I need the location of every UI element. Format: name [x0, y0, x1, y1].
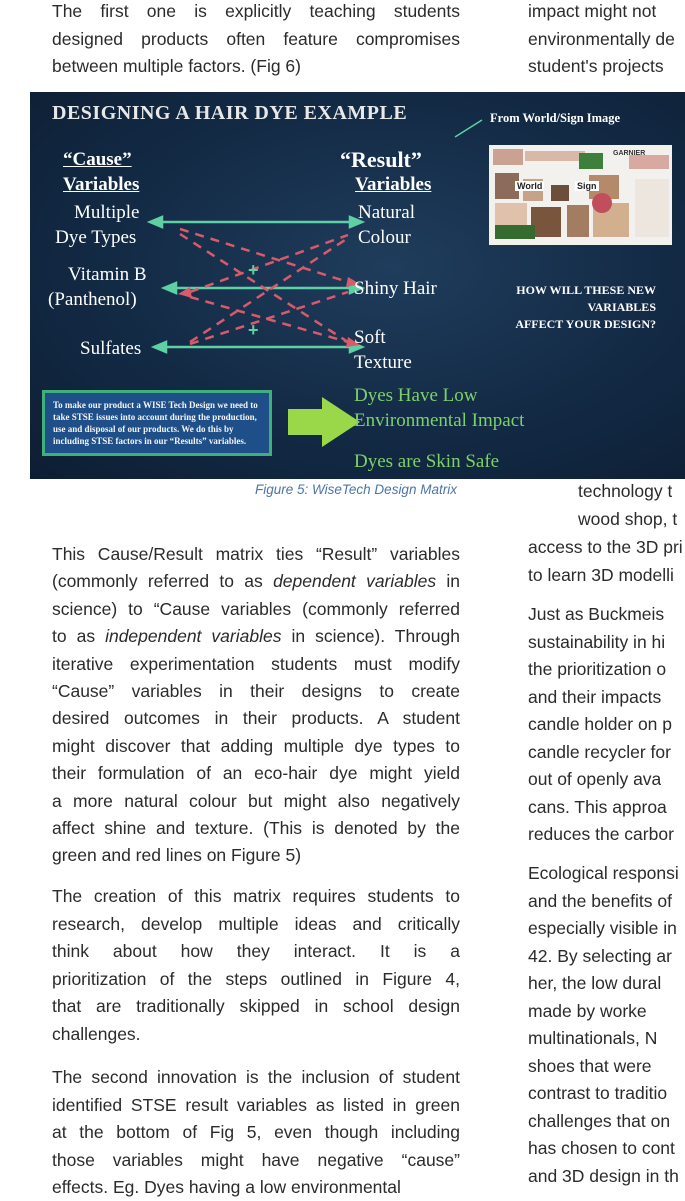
design-question: HOW WILL THESE NEW VARIABLES AFFECT YOUR DESIGN? — [515, 283, 656, 331]
text-line: that are traditionally skipped in school design — [52, 996, 460, 1016]
text-line: shoes that were — [528, 1055, 652, 1076]
text-line: between multiple factors. (Fig 6) — [52, 56, 301, 76]
cause-item-sulfates: Sulfates — [80, 338, 142, 359]
text-line: “Cause” variables in their designs to create — [52, 681, 460, 701]
green-arrowhead-2b — [164, 283, 176, 293]
figure-caption: Figure 5: WiseTech Design Matrix — [255, 482, 457, 497]
source-pointer-line — [455, 120, 482, 137]
design-matrix-figure — [30, 92, 685, 479]
text-line: desired outcomes in their products. A student — [52, 708, 460, 729]
green-arrowhead-3b — [154, 342, 166, 352]
result-item-natural-colour: Natural Colour — [358, 202, 415, 248]
text-line: (commonly referred to as dependent variables in — [52, 571, 460, 592]
text-line: wood shop, t — [578, 508, 678, 529]
text-line: to as independent variables in science). Through — [52, 626, 460, 647]
collage-graphic — [489, 145, 672, 245]
result-item-soft-texture: Soft Texture — [354, 327, 412, 373]
red-dash-4 — [190, 297, 348, 342]
text-line: The creation of this matrix requires students to — [52, 886, 460, 906]
text-line: and their impacts — [528, 686, 662, 707]
text-line: multinationals, N — [528, 1028, 658, 1048]
product-image-collage — [489, 145, 672, 245]
text-line: has chosen to cont — [528, 1138, 675, 1158]
cause-item-dye-types: Multiple Dye Types — [55, 202, 140, 248]
text-line: especially visible in — [528, 918, 677, 938]
text-line: their formulation of an eco-hair dye might yield — [52, 763, 460, 784]
text-line: prioritization of the steps outlined in Figure 4, — [52, 968, 460, 989]
text-line: candle holder on p — [528, 714, 672, 734]
text-line: Just as Buckmeis — [528, 604, 665, 624]
result-item-shiny-hair: Shiny Hair — [354, 278, 437, 299]
text-line: a more natural colour but might also negatively — [52, 790, 460, 811]
text-line: out of openly ava — [528, 769, 662, 789]
red-dash-5 — [190, 238, 348, 342]
text-line: access to the 3D pri — [528, 537, 683, 557]
text-line: candle recycler for — [528, 741, 671, 762]
text-line: challenges that on — [528, 1110, 671, 1131]
red-dash-6 — [190, 292, 348, 344]
text-line: affect shine and texture. (This is denoted by the — [52, 818, 460, 838]
text-line: and the benefits of — [528, 890, 672, 911]
stse-result-skin-safe: Dyes are Skin Safe — [354, 451, 500, 472]
figure-title: DESIGNING A HAIR DYE EXAMPLE — [52, 102, 408, 124]
text-line: Ecological responsi — [528, 863, 679, 883]
block-arrow — [288, 397, 360, 447]
plus-sign-1: + — [248, 260, 259, 280]
text-line: iterative experimentation students must modify — [52, 653, 460, 674]
text-line: made by worke — [528, 1000, 647, 1021]
stse-result-environment: Dyes Have Low Environmental Impact — [354, 385, 525, 431]
text-line: The second innovation is the inclusion of student — [52, 1067, 460, 1087]
red-dash-3 — [190, 235, 348, 292]
text-line: those variables might have negative “cause” — [52, 1149, 460, 1170]
text-line: 42. By selecting ar — [528, 945, 672, 966]
text-line: contrast to traditio — [528, 1083, 668, 1103]
collage-label-world: World — [517, 181, 543, 191]
text-line: sustainability in hi — [528, 631, 666, 652]
text-line: at the bottom of Fig 5, even though including — [52, 1122, 460, 1142]
collage-label-garnier: GARNIER — [613, 150, 646, 157]
red-dash-1 — [180, 229, 348, 282]
text-line: identified STSE result variables as listed in green — [52, 1094, 460, 1115]
text-line: The first one is explicitly teaching students — [52, 1, 460, 21]
text-line: to learn 3D modelli — [528, 564, 674, 585]
text-line: designed products often feature compromises — [52, 28, 460, 49]
text-line: think about how they interact. It is a — [52, 941, 460, 961]
cause-header: “Cause” Variables — [63, 149, 140, 195]
wise-tech-note: To make our product a WISE Tech Design we need to take STSE issues into account during the production, use and disposal of our products. We do this by including STSE factors in our “Results” variables. — [42, 390, 272, 456]
collage-label-sign: Sign — [577, 181, 597, 191]
text-line: the prioritization o — [528, 659, 667, 679]
text-line: might discover that adding multiple dye types to — [52, 735, 460, 756]
text-line: her, the low dural — [528, 973, 662, 993]
figure-source-label: From World/Sign Image — [490, 111, 621, 125]
text-line: green and red lines on Figure 5) — [52, 845, 302, 866]
text-line: reduces the carbor — [528, 824, 674, 844]
text-line: technology t — [578, 481, 673, 501]
red-dashed-lines — [180, 229, 348, 344]
text-line: and 3D design in th — [528, 1165, 679, 1186]
text-line: impact might not — [528, 1, 657, 21]
text-line: challenges. — [52, 1023, 141, 1044]
plus-sign-2: + — [248, 320, 259, 340]
text-line: research, develop multiple ideas and critically — [52, 913, 460, 934]
text-line: science) to “Cause variables (commonly referred — [52, 598, 460, 619]
text-line: student's projects — [528, 56, 664, 76]
text-line: This Cause/Result matrix ties “Result” variables — [52, 544, 460, 564]
text-line: effects. Eg. Dyes having a low environmental — [52, 1177, 401, 1197]
text-line: environmentally de — [528, 28, 675, 49]
result-header: “Result” Variables — [340, 147, 432, 195]
cause-item-vitamin-b: Vitamin B (Panthenol) — [48, 264, 147, 310]
green-arrowhead-1b — [150, 217, 162, 227]
text-line: cans. This approa — [528, 796, 667, 817]
